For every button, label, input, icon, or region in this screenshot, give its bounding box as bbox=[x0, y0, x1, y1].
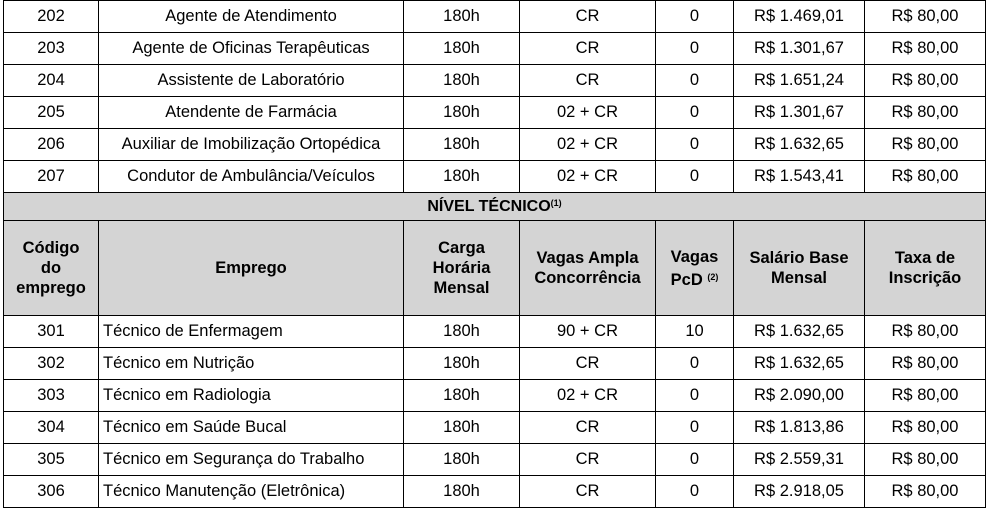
job-cell: Técnico em Saúde Bucal bbox=[99, 412, 404, 444]
fee-cell: R$ 80,00 bbox=[865, 444, 986, 476]
hours-cell: 180h bbox=[404, 348, 520, 380]
table-row bbox=[4, 33, 986, 65]
fee-cell: R$ 80,00 bbox=[865, 161, 986, 193]
fee-cell: R$ 80,00 bbox=[865, 476, 986, 508]
header-job: Emprego bbox=[99, 221, 404, 316]
job-cell: Técnico em Nutrição bbox=[99, 348, 404, 380]
fee-cell: R$ 80,00 bbox=[865, 348, 986, 380]
pcd-cell: 0 bbox=[656, 129, 734, 161]
salary-cell: R$ 2.559,31 bbox=[734, 444, 865, 476]
header-code: Código do emprego bbox=[4, 221, 99, 316]
table-row bbox=[4, 129, 986, 161]
section-title: NÍVEL TÉCNICO bbox=[427, 197, 551, 215]
fee-cell: R$ 80,00 bbox=[865, 316, 986, 348]
job-cell: Agente de Atendimento bbox=[99, 1, 404, 33]
hours-cell: 180h bbox=[404, 1, 520, 33]
vagas-cell: CR bbox=[520, 412, 656, 444]
header-salary: Salário Base Mensal bbox=[734, 221, 865, 316]
fee-cell: R$ 80,00 bbox=[865, 97, 986, 129]
vagas-cell: CR bbox=[520, 444, 656, 476]
fee-cell: R$ 80,00 bbox=[865, 380, 986, 412]
fee-cell: R$ 80,00 bbox=[865, 65, 986, 97]
hours-cell: 180h bbox=[404, 97, 520, 129]
code-cell: 202 bbox=[4, 1, 99, 33]
hours-cell: 180h bbox=[404, 33, 520, 65]
fee-cell: R$ 80,00 bbox=[865, 129, 986, 161]
fee-cell: R$ 80,00 bbox=[865, 412, 986, 444]
hours-cell: 180h bbox=[404, 412, 520, 444]
code-cell: 203 bbox=[4, 33, 99, 65]
fee-cell: R$ 80,00 bbox=[865, 33, 986, 65]
pcd-cell: 0 bbox=[656, 380, 734, 412]
salary-cell: R$ 1.632,65 bbox=[734, 129, 865, 161]
job-cell: Condutor de Ambulância/Veículos bbox=[99, 161, 404, 193]
job-cell: Atendente de Farmácia bbox=[99, 97, 404, 129]
code-cell: 302 bbox=[4, 348, 99, 380]
hours-cell: 180h bbox=[404, 380, 520, 412]
pcd-cell: 0 bbox=[656, 412, 734, 444]
code-cell: 204 bbox=[4, 65, 99, 97]
pcd-cell: 0 bbox=[656, 97, 734, 129]
fee-cell: R$ 80,00 bbox=[865, 1, 986, 33]
job-cell: Técnico de Enfermagem bbox=[99, 316, 404, 348]
job-cell: Agente de Oficinas Terapêuticas bbox=[99, 33, 404, 65]
code-cell: 306 bbox=[4, 476, 99, 508]
header-fee: Taxa de Inscrição bbox=[865, 221, 986, 316]
table-row bbox=[4, 380, 986, 412]
top-rows bbox=[4, 1, 986, 193]
vagas-cell: CR bbox=[520, 476, 656, 508]
header-pcd: Vagas PcD $^{(2)}$ bbox=[656, 221, 734, 316]
job-cell: Técnico Manutenção (Eletrônica) bbox=[99, 476, 404, 508]
pcd-cell: 0 bbox=[656, 161, 734, 193]
code-cell: 304 bbox=[4, 412, 99, 444]
table-row bbox=[4, 97, 986, 129]
pcd-cell: 10 bbox=[656, 316, 734, 348]
pcd-cell: 0 bbox=[656, 348, 734, 380]
section-title-cell bbox=[4, 193, 986, 221]
salary-cell: R$ 1.651,24 bbox=[734, 65, 865, 97]
vagas-cell: 02 + CR bbox=[520, 161, 656, 193]
table-row bbox=[4, 348, 986, 380]
salary-cell: R$ 1.543,41 bbox=[734, 161, 865, 193]
table-row bbox=[4, 412, 986, 444]
hours-cell: 180h bbox=[404, 65, 520, 97]
section-block bbox=[4, 193, 986, 316]
pcd-cell: 0 bbox=[656, 33, 734, 65]
vagas-cell: CR bbox=[520, 33, 656, 65]
hours-cell: 180h bbox=[404, 444, 520, 476]
hours-cell: 180h bbox=[404, 129, 520, 161]
table-row bbox=[4, 1, 986, 33]
job-cell: Auxiliar de Imobilização Ortopédica bbox=[99, 129, 404, 161]
table-row bbox=[4, 161, 986, 193]
pcd-cell: 0 bbox=[656, 65, 734, 97]
job-cell: Assistente de Laboratório bbox=[99, 65, 404, 97]
salary-cell: R$ 1.632,65 bbox=[734, 348, 865, 380]
salary-cell: R$ 1.813,86 bbox=[734, 412, 865, 444]
vagas-cell: 02 + CR bbox=[520, 97, 656, 129]
vagas-cell: 02 + CR bbox=[520, 129, 656, 161]
header-hours: Carga Horária Mensal bbox=[404, 221, 520, 316]
code-cell: 301 bbox=[4, 316, 99, 348]
vagas-cell: CR bbox=[520, 65, 656, 97]
bottom-rows bbox=[4, 316, 986, 508]
hours-cell: 180h bbox=[404, 476, 520, 508]
table-row bbox=[4, 65, 986, 97]
salary-cell: R$ 1.632,65 bbox=[734, 316, 865, 348]
vagas-cell: 02 + CR bbox=[520, 380, 656, 412]
hours-cell: 180h bbox=[404, 316, 520, 348]
job-cell: Técnico em Segurança do Trabalho bbox=[99, 444, 404, 476]
header-vagas: Vagas Ampla Concorrência bbox=[520, 221, 656, 316]
vacancy-table bbox=[3, 0, 986, 508]
code-cell: 305 bbox=[4, 444, 99, 476]
table-row bbox=[4, 476, 986, 508]
job-cell: Técnico em Radiologia bbox=[99, 380, 404, 412]
pcd-note: (2) bbox=[707, 271, 719, 282]
vagas-cell: CR bbox=[520, 1, 656, 33]
salary-cell: R$ 2.918,05 bbox=[734, 476, 865, 508]
header-row bbox=[4, 221, 986, 316]
code-cell: 206 bbox=[4, 129, 99, 161]
salary-cell: R$ 1.469,01 bbox=[734, 1, 865, 33]
vagas-cell: 90 + CR bbox=[520, 316, 656, 348]
pcd-cell: 0 bbox=[656, 476, 734, 508]
table-row bbox=[4, 316, 986, 348]
table-row bbox=[4, 444, 986, 476]
vagas-cell: CR bbox=[520, 348, 656, 380]
code-cell: 207 bbox=[4, 161, 99, 193]
code-cell: 303 bbox=[4, 380, 99, 412]
salary-cell: R$ 2.090,00 bbox=[734, 380, 865, 412]
pcd-cell: 0 bbox=[656, 444, 734, 476]
hours-cell: 180h bbox=[404, 161, 520, 193]
section-row bbox=[4, 193, 986, 221]
vacancy-table-wrapper bbox=[3, 0, 985, 508]
salary-cell: R$ 1.301,67 bbox=[734, 97, 865, 129]
code-cell: 205 bbox=[4, 97, 99, 129]
section-note: (1) bbox=[550, 197, 562, 208]
pcd-cell: 0 bbox=[656, 1, 734, 33]
salary-cell: R$ 1.301,67 bbox=[734, 33, 865, 65]
